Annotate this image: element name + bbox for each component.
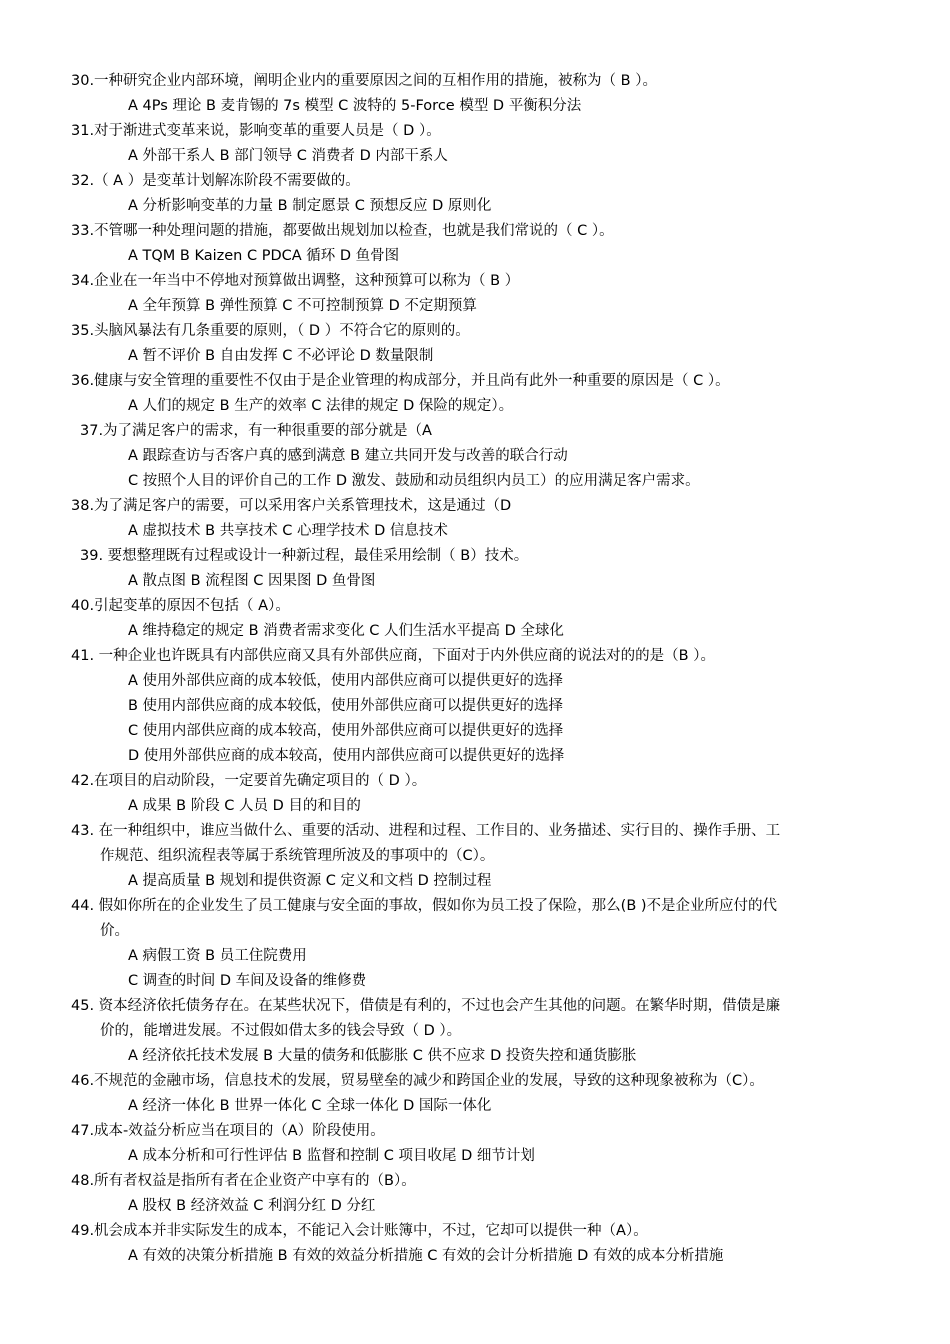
question-line: 30.一种研究企业内部环境，阐明企业内的重要原因之间的互相作用的措施，被称为（ B ）。 [71, 73, 657, 89]
question-line: 44. 假如你所在的企业发生了员工健康与安全面的事故，假如你为员工投了保险，那么(B )不是企业所应付的代 [71, 898, 778, 914]
option-line: A 经济依托技术发展 B 大量的债务和低膨胀 C 供不应求 D 投资失控和通货膨胀 [128, 1048, 637, 1064]
option-line: A 提高质量 B 规划和提供资源 C 定义和文档 D 控制过程 [128, 873, 492, 889]
option-line: A 股权 B 经济效益 C 利润分红 D 分红 [128, 1198, 376, 1214]
question-line: 34.企业在一年当中不停地对预算做出调整，这种预算可以称为（ B ） [71, 273, 520, 289]
question-line: 47.成本-效益分析应当在项目的（A）阶段使用。 [71, 1123, 385, 1139]
question-line: 42.在项目的启动阶段，一定要首先确定项目的（ D ）。 [71, 773, 427, 789]
option-line: A 成本分析和可行性评估 B 监督和控制 C 项目收尾 D 细节计划 [128, 1148, 535, 1164]
question-line: 49.机会成本并非实际发生的成本，不能记入会计账簿中，不过，它却可以提供一种（A）。 [71, 1223, 648, 1239]
question-line: 40.引起变革的原因不包括（ A）。 [71, 598, 290, 614]
option-line: C 使用内部供应商的成本较高，使用外部供应商可以提供更好的选择 [128, 723, 564, 739]
option-line: A 外部干系人 B 部门领导 C 消费者 D 内部干系人 [128, 148, 448, 164]
option-line: D 使用外部供应商的成本较高，使用内部供应商可以提供更好的选择 [128, 748, 565, 764]
option-line: A 虚拟技术 B 共享技术 C 心理学技术 D 信息技术 [128, 523, 448, 539]
question-line: 39. 要想整理既有过程或设计一种新过程，最佳采用绘制（ B）技术。 [80, 548, 529, 564]
option-line: A 散点图 B 流程图 C 因果图 D 鱼骨图 [128, 573, 376, 589]
option-line: A 全年预算 B 弹性预算 C 不可控制预算 D 不定期预算 [128, 298, 477, 314]
question-line: 43. 在一种组织中，谁应当做什么、重要的活动、进程和过程、工作目的、业务描述、实行目的、操作手册、工 [71, 823, 781, 839]
question-line: 38.为了满足客户的需要，可以采用客户关系管理技术，这是通过（D [71, 498, 512, 514]
option-line: A 使用外部供应商的成本较低，使用内部供应商可以提供更好的选择 [128, 673, 564, 689]
question-line: 37.为了满足客户的需求，有一种很重要的部分就是（A [80, 423, 432, 439]
option-line: A 暂不评价 B 自由发挥 C 不必评论 D 数量限制 [128, 348, 434, 364]
question-continuation-line: 作规范、组织流程表等属于系统管理所波及的事项中的（C）。 [100, 848, 495, 864]
question-continuation-line: 价的，能增进发展。不过假如借太多的钱会导致（ D ）。 [100, 1023, 462, 1039]
option-line: A 维持稳定的规定 B 消费者需求变化 C 人们生活水平提高 D 全球化 [128, 623, 564, 639]
question-line: 33.不管哪一种处理问题的措施，都要做出规划加以检查，也就是我们常说的（ C ）。 [71, 223, 614, 239]
option-line: A TQM B Kaizen C PDCA 循环 D 鱼骨图 [128, 248, 400, 264]
option-line: C 按照个人目的评价自己的工作 D 激发、鼓励和动员组织内员工）的应用满足客户需求。 [128, 473, 700, 489]
option-line: A 跟踪查访与否客户真的感到满意 B 建立共同开发与改善的联合行动 [128, 448, 568, 464]
question-line: 36.健康与安全管理的重要性不仅由于是企业管理的构成部分，并且尚有此外一种重要的原因是（ C ）。 [71, 373, 730, 389]
question-line: 48.所有者权益是指所有者在企业资产中享有的（B）。 [71, 1173, 416, 1189]
option-line: A 病假工资 B 员工住院费用 [128, 948, 307, 964]
question-line: 31.对于渐进式变革来说，影响变革的重要人员是（ D ）。 [71, 123, 441, 139]
question-line: 46.不规范的金融市场，信息技术的发展，贸易壁垒的减少和跨国企业的发展，导致的这种现象被称为（C）。 [71, 1073, 764, 1089]
option-line: A 有效的决策分析措施 B 有效的效益分析措施 C 有效的会计分析措施 D 有效的成本分析措施 [128, 1248, 724, 1264]
question-line: 35.头脑风暴法有几条重要的原则，（ D ）不符合它的原则的。 [71, 323, 470, 339]
option-line: A 4Ps 理论 B 麦肯锡的 7s 模型 C 波特的 5-Force 模型 D 平衡积分法 [128, 98, 582, 114]
option-line: C 调查的时间 D 车间及设备的维修费 [128, 973, 367, 989]
option-line: A 分析影响变革的力量 B 制定愿景 C 预想反应 D 原则化 [128, 198, 492, 214]
question-line: 32.（ A ）是变革计划解冻阶段不需要做的。 [71, 173, 360, 189]
option-line: A 人们的规定 B 生产的效率 C 法律的规定 D 保险的规定）。 [128, 398, 514, 414]
question-continuation-line: 价。 [100, 923, 129, 939]
option-line: A 经济一体化 B 世界一体化 C 全球一体化 D 国际一体化 [128, 1098, 492, 1114]
question-line: 41. 一种企业也许既具有内部供应商又具有外部供应商，下面对于内外供应商的说法对的的是（B ）。 [71, 648, 715, 664]
question-line: 45. 资本经济依托债务存在。在某些状况下，借债是有利的，不过也会产生其他的问题。在繁华时期，借债是廉 [71, 998, 781, 1014]
option-line: B 使用内部供应商的成本较低，使用外部供应商可以提供更好的选择 [128, 698, 564, 714]
option-line: A 成果 B 阶段 C 人员 D 目的和目的 [128, 798, 361, 814]
